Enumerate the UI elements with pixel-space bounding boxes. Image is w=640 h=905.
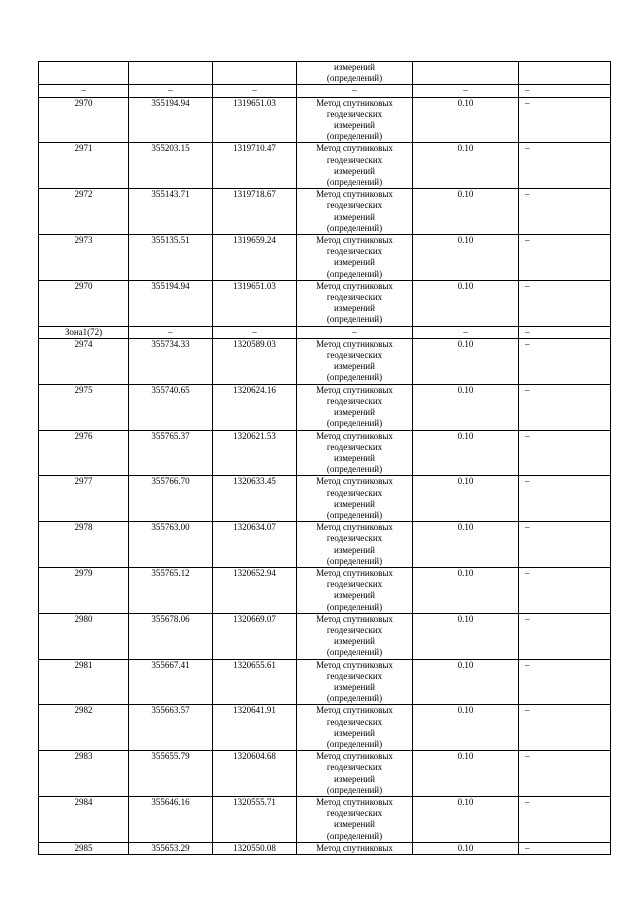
method-line: (определений) xyxy=(326,738,383,749)
cell-notes: – xyxy=(519,143,611,189)
method-line: (определений) xyxy=(326,314,383,325)
cell-x-coordinate: 355766.70 xyxy=(129,476,213,522)
cell-x-coordinate: 355646.16 xyxy=(129,797,213,843)
cell-y-coordinate: 1320641.91 xyxy=(213,705,297,751)
table-row xyxy=(39,338,611,384)
table-row-separator xyxy=(39,85,611,97)
table-row xyxy=(39,613,611,659)
method-line: измерений xyxy=(334,590,375,601)
cell-method xyxy=(297,143,413,189)
cell-x-coordinate: 355734.33 xyxy=(129,338,213,384)
cell-x-coordinate: 355194.94 xyxy=(129,280,213,326)
cell-method xyxy=(297,384,413,430)
method-line: геодезических xyxy=(326,624,383,635)
cell-method xyxy=(297,476,413,522)
method-line: Метод спутниковых xyxy=(316,613,393,624)
method-line: (определений) xyxy=(326,73,383,84)
cell-point-number: 2984 xyxy=(39,797,129,843)
cell-notes: – xyxy=(519,613,611,659)
cell-notes: – xyxy=(519,522,611,568)
cell-y-coordinate: 1319718.67 xyxy=(213,189,297,235)
method-line: измерений xyxy=(334,257,375,268)
method-line: Метод спутниковых xyxy=(316,659,393,670)
cell-y-coordinate: 1320633.45 xyxy=(213,476,297,522)
method-line: измерений xyxy=(334,636,375,647)
method-line: (определений) xyxy=(326,830,383,841)
method-line: Метод спутниковых xyxy=(316,235,393,246)
table-row xyxy=(39,797,611,843)
method-line: геодезических xyxy=(326,762,383,773)
cell-accuracy: 0.10 xyxy=(413,751,519,797)
cell-y-coordinate: 1320550.08 xyxy=(213,842,297,854)
cell-method xyxy=(297,62,413,85)
method-line: Метод спутниковых xyxy=(316,338,393,349)
cell-accuracy: 0.10 xyxy=(413,659,519,705)
method-line: Метод спутниковых xyxy=(316,751,393,762)
table-row xyxy=(39,842,611,854)
cell-notes: – xyxy=(519,235,611,281)
cell-y-coordinate: 1319659.24 xyxy=(213,235,297,281)
cell-x-coordinate: 355194.94 xyxy=(129,97,213,143)
table-row xyxy=(39,567,611,613)
cell-point-number: 2985 xyxy=(39,842,129,854)
method-line: (определений) xyxy=(326,693,383,704)
cell-accuracy: 0.10 xyxy=(413,235,519,281)
method-line: измерений xyxy=(334,165,375,176)
coordinates-table xyxy=(38,61,611,855)
cell-x-coordinate: 355740.65 xyxy=(129,384,213,430)
cell-method xyxy=(297,235,413,281)
cell-notes: – xyxy=(519,705,611,751)
method-line: (определений) xyxy=(326,177,383,188)
cell-notes: – xyxy=(519,476,611,522)
cell-accuracy: 0.10 xyxy=(413,567,519,613)
cell-accuracy: 0.10 xyxy=(413,705,519,751)
cell-point-number: 2981 xyxy=(39,659,129,705)
table-row xyxy=(39,189,611,235)
method-line: геодезических xyxy=(326,108,383,119)
cell-method xyxy=(297,280,413,326)
cell-x-coordinate xyxy=(129,62,213,85)
cell-y-coordinate: 1319651.03 xyxy=(213,280,297,326)
cell-accuracy: 0.10 xyxy=(413,384,519,430)
cell-accuracy: 0.10 xyxy=(413,143,519,189)
cell-notes: – xyxy=(519,430,611,476)
cell-point-number xyxy=(39,62,129,85)
cell-accuracy: 0.10 xyxy=(413,430,519,476)
method-line: измерений xyxy=(334,407,375,418)
cell-notes: – xyxy=(519,842,611,854)
cell-x-coordinate: – xyxy=(129,326,213,338)
method-line: (определений) xyxy=(326,464,383,475)
cell-point-number: 2982 xyxy=(39,705,129,751)
cell-accuracy: 0.10 xyxy=(413,338,519,384)
cell-accuracy: 0.10 xyxy=(413,842,519,854)
cell-accuracy xyxy=(413,62,519,85)
method-line: измерений xyxy=(334,819,375,830)
method-line: (определений) xyxy=(326,131,383,142)
cell-x-coordinate: – xyxy=(129,85,213,97)
method-line: геодезических xyxy=(326,716,383,727)
cell-method: – xyxy=(297,85,413,97)
cell-method xyxy=(297,189,413,235)
cell-x-coordinate: 355765.12 xyxy=(129,567,213,613)
method-line: (определений) xyxy=(326,784,383,795)
cell-y-coordinate: 1319651.03 xyxy=(213,97,297,143)
cell-x-coordinate: 355143.71 xyxy=(129,189,213,235)
method-line: геодезических xyxy=(326,350,383,361)
cell-x-coordinate: 355667.41 xyxy=(129,659,213,705)
cell-x-coordinate: 355763.00 xyxy=(129,522,213,568)
cell-point-number: 2970 xyxy=(39,280,129,326)
cell-point-number: 2983 xyxy=(39,751,129,797)
cell-x-coordinate: 355655.79 xyxy=(129,751,213,797)
cell-method: – xyxy=(297,326,413,338)
cell-notes: – xyxy=(519,751,611,797)
cell-notes: – xyxy=(519,280,611,326)
cell-accuracy: 0.10 xyxy=(413,97,519,143)
cell-point-number: 2971 xyxy=(39,143,129,189)
cell-point-number: 2976 xyxy=(39,430,129,476)
cell-method xyxy=(297,797,413,843)
method-line: (определений) xyxy=(326,372,383,383)
cell-accuracy: – xyxy=(413,85,519,97)
method-line: измерений xyxy=(334,361,375,372)
cell-x-coordinate: 355765.37 xyxy=(129,430,213,476)
method-line: геодезических xyxy=(326,441,383,452)
method-line: измерений xyxy=(334,727,375,738)
cell-point-number: – xyxy=(39,85,129,97)
method-line: Метод спутниковых xyxy=(316,842,393,853)
cell-point-number: 2973 xyxy=(39,235,129,281)
method-line: Метод спутниковых xyxy=(316,522,393,533)
table-row xyxy=(39,143,611,189)
cell-notes: – xyxy=(519,97,611,143)
method-line: (определений) xyxy=(326,222,383,233)
cell-point-number: Зона1(72) xyxy=(39,326,129,338)
table-row xyxy=(39,659,611,705)
cell-accuracy: 0.10 xyxy=(413,280,519,326)
cell-accuracy: 0.10 xyxy=(413,476,519,522)
cell-notes xyxy=(519,62,611,85)
cell-x-coordinate: 355653.29 xyxy=(129,842,213,854)
method-line: геодезических xyxy=(326,292,383,303)
method-line: Метод спутниковых xyxy=(316,97,393,108)
method-line: (определений) xyxy=(326,555,383,566)
cell-y-coordinate: 1320669.07 xyxy=(213,613,297,659)
method-line: измерений xyxy=(334,62,375,72)
method-line: геодезических xyxy=(326,579,383,590)
cell-method xyxy=(297,522,413,568)
cell-y-coordinate: 1320604.68 xyxy=(213,751,297,797)
cell-x-coordinate: 355663.57 xyxy=(129,705,213,751)
cell-point-number: 2978 xyxy=(39,522,129,568)
method-line: измерений xyxy=(334,452,375,463)
cell-y-coordinate: 1320634.07 xyxy=(213,522,297,568)
cell-y-coordinate: 1320555.71 xyxy=(213,797,297,843)
method-line: измерений xyxy=(334,303,375,314)
cell-y-coordinate: 1320589.03 xyxy=(213,338,297,384)
cell-x-coordinate: 355678.06 xyxy=(129,613,213,659)
method-line: Метод спутниковых xyxy=(316,384,393,395)
cell-accuracy: 0.10 xyxy=(413,613,519,659)
cell-method xyxy=(297,567,413,613)
cell-x-coordinate: 355203.15 xyxy=(129,143,213,189)
method-line: Метод спутниковых xyxy=(316,143,393,154)
cell-y-coordinate: 1320621.53 xyxy=(213,430,297,476)
table-row xyxy=(39,280,611,326)
method-line: (определений) xyxy=(326,601,383,612)
table-row xyxy=(39,97,611,143)
cell-notes: – xyxy=(519,384,611,430)
method-line: Метод спутниковых xyxy=(316,430,393,441)
cell-method xyxy=(297,842,413,854)
cell-accuracy: 0.10 xyxy=(413,189,519,235)
method-line: (определений) xyxy=(326,268,383,279)
table-row xyxy=(39,430,611,476)
method-line: (определений) xyxy=(326,418,383,429)
cell-method xyxy=(297,705,413,751)
method-line: геодезических xyxy=(326,670,383,681)
method-line: геодезических xyxy=(326,200,383,211)
method-line: Метод спутниковых xyxy=(316,567,393,578)
cell-method xyxy=(297,613,413,659)
cell-notes: – xyxy=(519,797,611,843)
cell-method xyxy=(297,338,413,384)
method-line: измерений xyxy=(334,681,375,692)
table-row xyxy=(39,705,611,751)
method-line: геодезических xyxy=(326,246,383,257)
table-row-fragment xyxy=(39,62,611,85)
method-line: геодезических xyxy=(326,808,383,819)
cell-y-coordinate: – xyxy=(213,85,297,97)
table-row xyxy=(39,476,611,522)
cell-x-coordinate: 355135.51 xyxy=(129,235,213,281)
cell-method xyxy=(297,430,413,476)
cell-notes: – xyxy=(519,338,611,384)
method-line: Метод спутниковых xyxy=(316,280,393,291)
cell-method xyxy=(297,751,413,797)
cell-point-number: 2979 xyxy=(39,567,129,613)
cell-point-number: 2975 xyxy=(39,384,129,430)
method-line: измерений xyxy=(334,773,375,784)
method-line: (определений) xyxy=(326,509,383,520)
table-row xyxy=(39,751,611,797)
cell-y-coordinate: 1319710.47 xyxy=(213,143,297,189)
cell-method xyxy=(297,97,413,143)
coordinates-table-body xyxy=(39,62,611,855)
cell-point-number: 2972 xyxy=(39,189,129,235)
document-page xyxy=(38,61,610,855)
cell-notes: – xyxy=(519,326,611,338)
cell-y-coordinate xyxy=(213,62,297,85)
method-line: (определений) xyxy=(326,647,383,658)
cell-notes: – xyxy=(519,189,611,235)
method-line: Метод спутниковых xyxy=(316,476,393,487)
method-line: геодезических xyxy=(326,154,383,165)
table-row xyxy=(39,235,611,281)
cell-point-number: 2977 xyxy=(39,476,129,522)
cell-y-coordinate: – xyxy=(213,326,297,338)
cell-point-number: 2970 xyxy=(39,97,129,143)
method-line: геодезических xyxy=(326,395,383,406)
method-line: Метод спутниковых xyxy=(316,705,393,716)
method-line: геодезических xyxy=(326,487,383,498)
method-line: измерений xyxy=(334,544,375,555)
cell-point-number: 2980 xyxy=(39,613,129,659)
cell-y-coordinate: 1320624.16 xyxy=(213,384,297,430)
cell-y-coordinate: 1320652.94 xyxy=(213,567,297,613)
method-line: измерений xyxy=(334,120,375,131)
cell-notes: – xyxy=(519,85,611,97)
cell-notes: – xyxy=(519,659,611,705)
method-line: геодезических xyxy=(326,533,383,544)
cell-accuracy: 0.10 xyxy=(413,797,519,843)
table-row xyxy=(39,522,611,568)
method-line: Метод спутниковых xyxy=(316,189,393,200)
method-line: измерений xyxy=(334,498,375,509)
cell-accuracy: – xyxy=(413,326,519,338)
cell-y-coordinate: 1320655.61 xyxy=(213,659,297,705)
cell-notes: – xyxy=(519,567,611,613)
cell-method xyxy=(297,659,413,705)
table-row-separator xyxy=(39,326,611,338)
cell-point-number: 2974 xyxy=(39,338,129,384)
method-line: измерений xyxy=(334,211,375,222)
table-row xyxy=(39,384,611,430)
cell-accuracy: 0.10 xyxy=(413,522,519,568)
method-line: Метод спутниковых xyxy=(316,797,393,807)
